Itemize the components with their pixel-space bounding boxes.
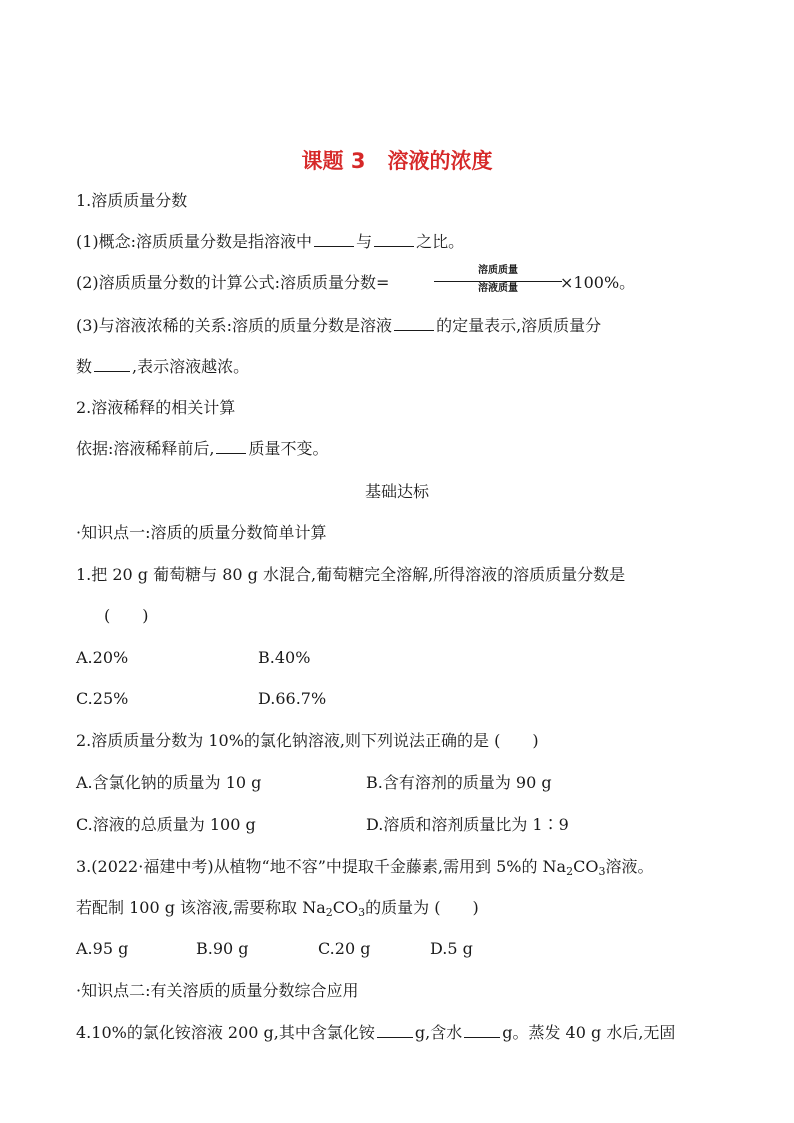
- q1-stem: 1.把 20 g 葡萄糖与 80 g 水混合,葡萄糖完全溶解,所得溶液的溶质质量分数是: [76, 565, 626, 584]
- section1-heading: 1.溶质质量分数: [76, 191, 188, 210]
- title-topic: 溶液的浓度: [387, 149, 493, 173]
- title-lesson-number: 课题 3: [301, 149, 366, 173]
- page-title: [0, 146, 794, 176]
- formula-line: (2)溶质质量分数的计算公式:溶质质量分数=: [76, 273, 390, 292]
- q3-option-c[interactable]: C.20 g: [318, 939, 371, 958]
- q3-option-d[interactable]: D.5 g: [430, 939, 473, 958]
- answer-blank[interactable]: [94, 356, 130, 372]
- section2-heading: 2.溶液稀释的相关计算: [76, 398, 236, 417]
- formula-suffix: ×100%。: [560, 273, 636, 292]
- q2-option-b[interactable]: B.含有溶剂的质量为 90 g: [366, 773, 552, 792]
- dilution-basis: 依据:溶液稀释前后, 质量不变。: [76, 439, 329, 458]
- answer-blank[interactable]: [377, 1022, 413, 1038]
- relation-line-1: (3)与溶液浓稀的关系:溶质的质量分数是溶液 的定量表示,溶质质量分: [76, 316, 602, 335]
- practice-heading: 基础达标: [364, 482, 429, 501]
- q1-option-c[interactable]: C.25%: [76, 689, 129, 708]
- answer-blank[interactable]: [394, 315, 434, 331]
- fraction-denominator: 溶液质量: [478, 283, 518, 294]
- fraction-numerator: 溶质质量: [478, 265, 518, 276]
- knowledge-point-1: ·知识点一:溶质的质量分数简单计算: [76, 523, 327, 542]
- answer-blank[interactable]: [374, 231, 414, 247]
- fraction-bar[interactable]: [434, 281, 562, 282]
- q3-option-a[interactable]: A.95 g: [76, 939, 129, 958]
- answer-blank[interactable]: [464, 1022, 500, 1038]
- q3-option-b[interactable]: B.90 g: [196, 939, 249, 958]
- q2-option-c[interactable]: C.溶液的总质量为 100 g: [76, 815, 256, 834]
- mass-fraction-formula: [434, 262, 562, 302]
- q1-option-d[interactable]: D.66.7%: [258, 689, 327, 708]
- concept-line: (1)概念:溶质质量分数是指溶液中 与 之比。: [76, 232, 465, 251]
- q1-option-a[interactable]: A.20%: [76, 648, 129, 667]
- answer-blank[interactable]: [314, 231, 354, 247]
- knowledge-point-2: ·知识点二:有关溶质的质量分数综合应用: [76, 981, 359, 1000]
- q4-stem: 4.10%的氯化铵溶液 200 g,其中含氯化铵 g,含水 g。蒸发 40 g 水后,无固: [76, 1023, 676, 1042]
- q1-option-b[interactable]: B.40%: [258, 648, 311, 667]
- q2-option-d[interactable]: D.溶质和溶剂质量比为 1∶9: [366, 815, 569, 834]
- q3-stem-line-2: 若配制 100 g 该溶液,需要称取 $Na_2CO_3$的质量为 ( ): [76, 898, 479, 919]
- q1-answer-paren[interactable]: ( ): [104, 606, 149, 625]
- answer-blank[interactable]: [216, 438, 246, 454]
- relation-line-2: 数 ,表示溶液越浓。: [76, 357, 250, 376]
- q2-stem: 2.溶质质量分数为 10%的氯化钠溶液,则下列说法正确的是 ( ): [76, 731, 539, 750]
- q3-stem-line-1: 3.(2022·福建中考)从植物“地不容”中提取千金藤素,需用到 5%的 $Na_2CO_3$溶液。: [76, 857, 654, 878]
- q2-option-a[interactable]: A.含氯化钠的质量为 10 g: [76, 773, 262, 792]
